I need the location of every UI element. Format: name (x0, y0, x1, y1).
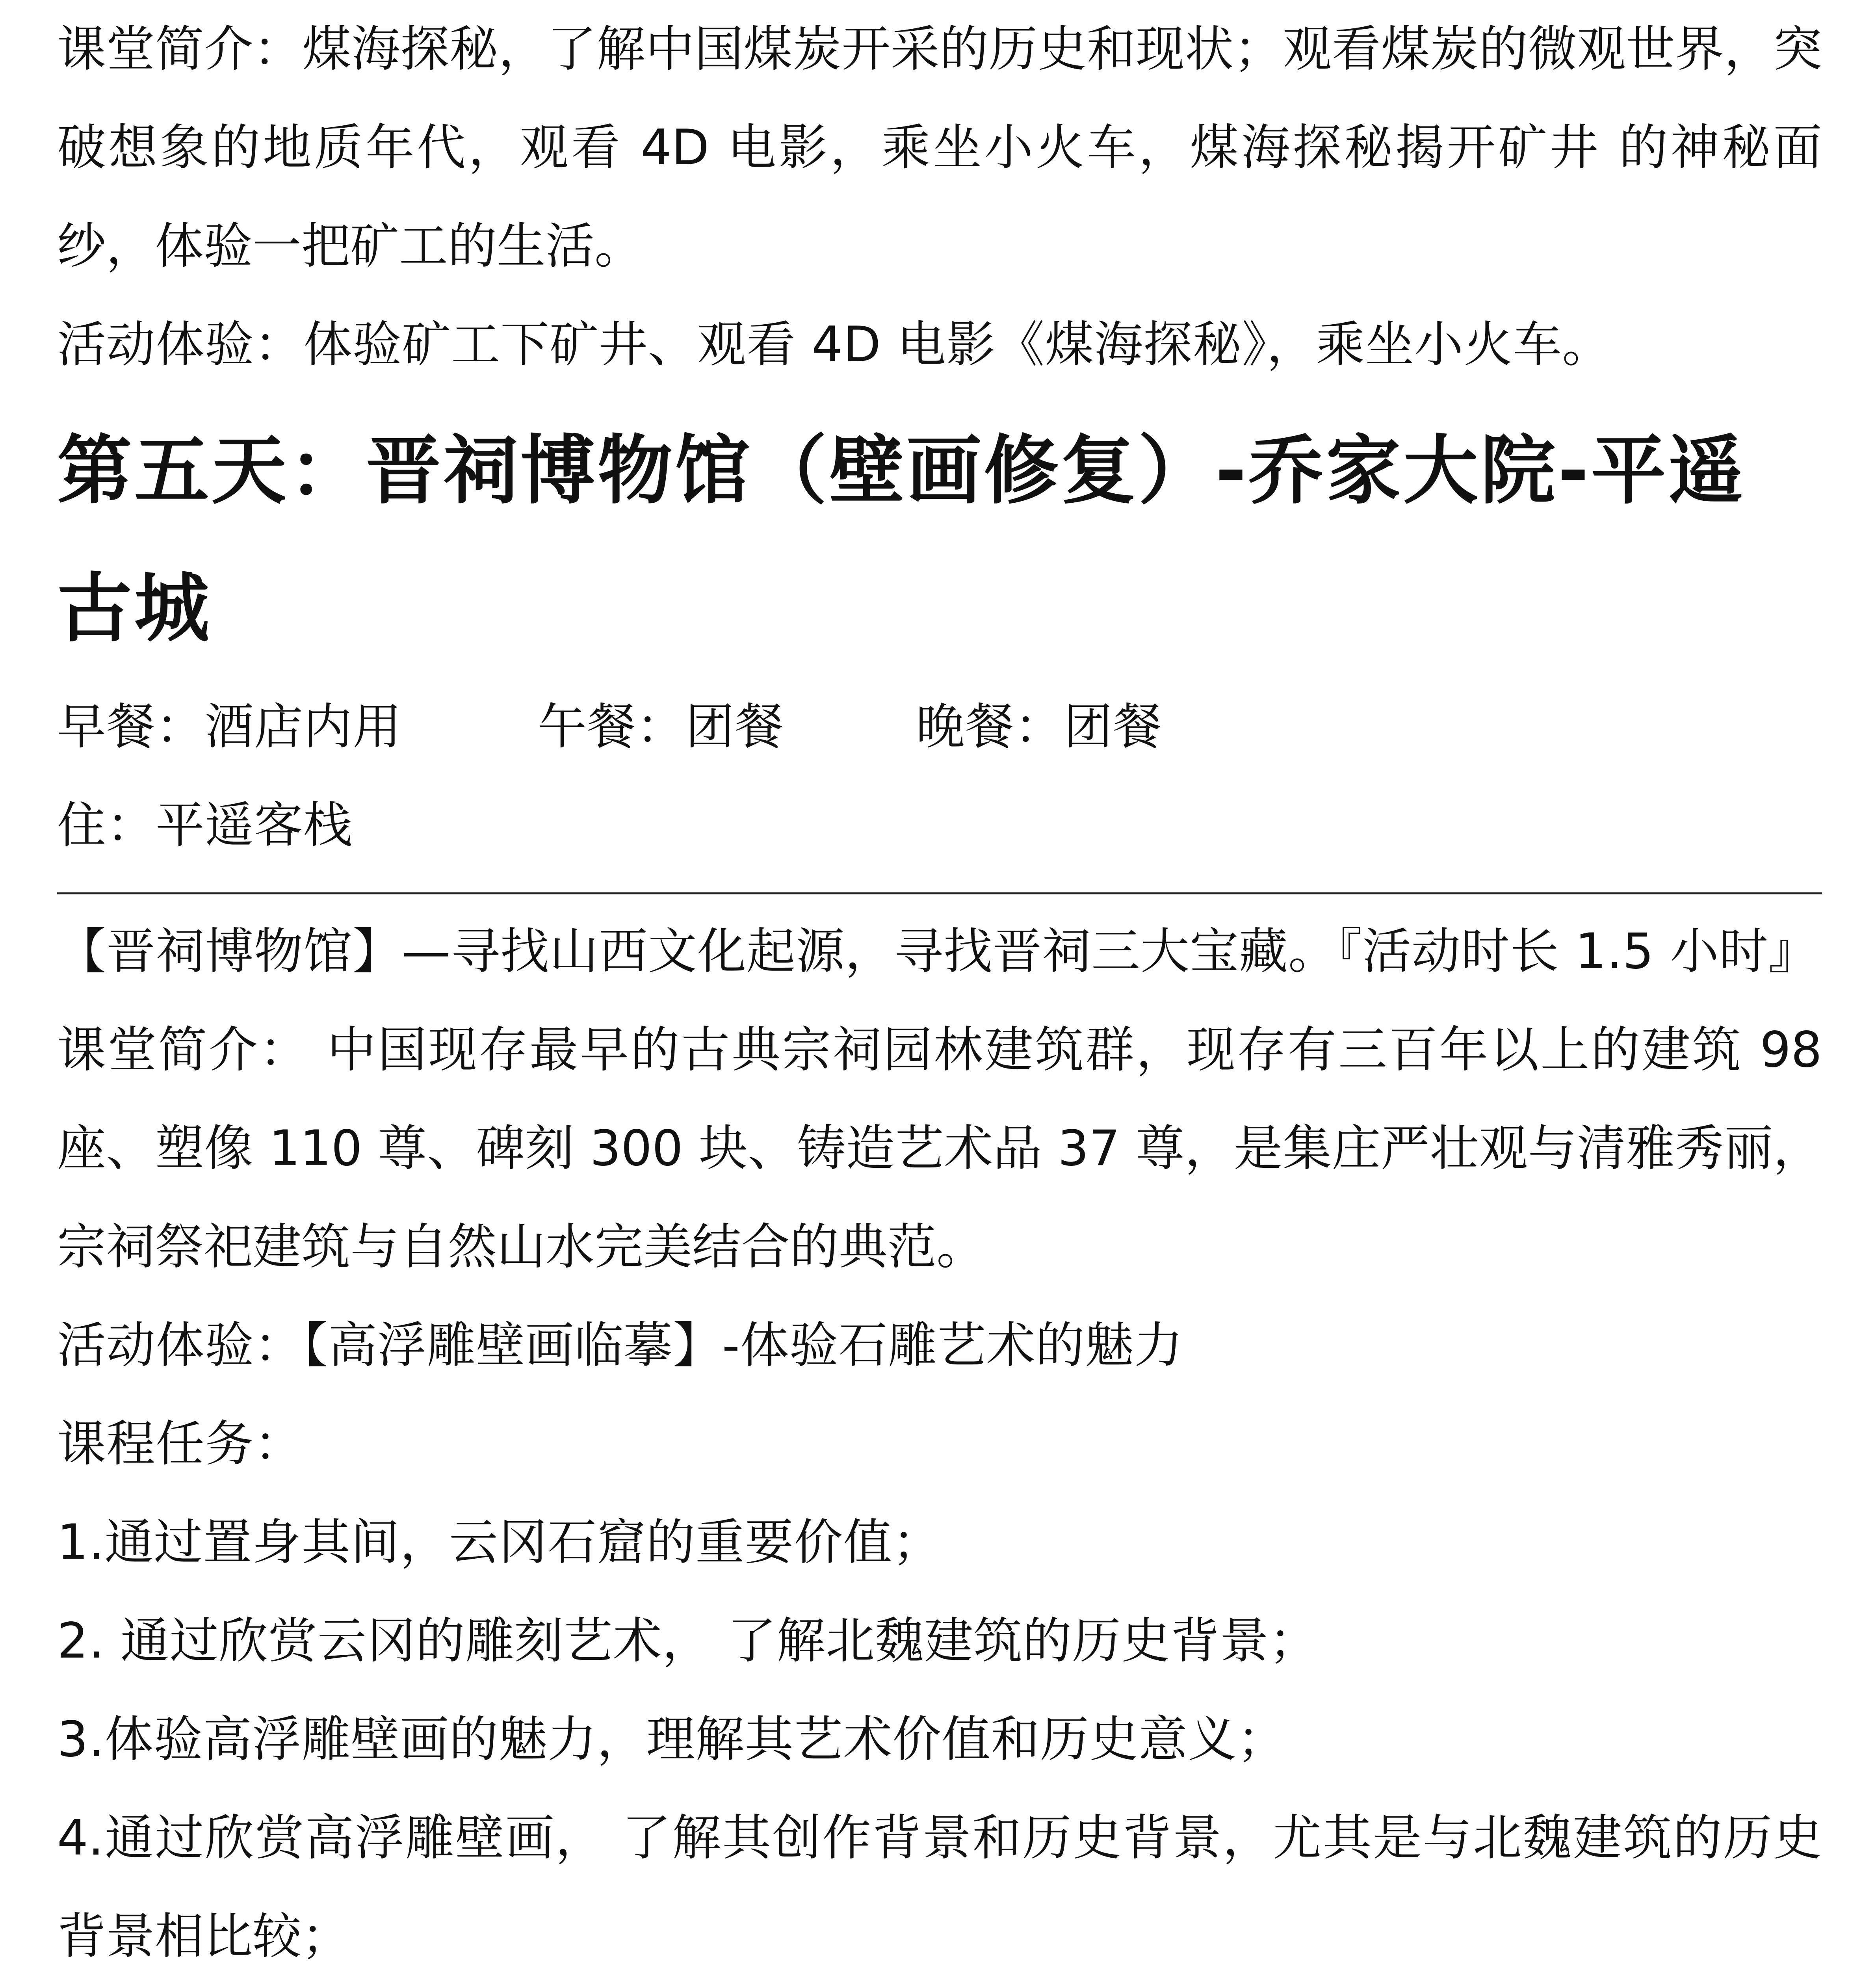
jinci-task-item: 3.体验高浮雕壁画的魅力，理解其艺术价值和历史意义； (57, 1711, 1287, 1768)
lodging-text: 住：平遥客栈 (57, 797, 353, 854)
meals-row (57, 678, 1822, 776)
intro-activity: 活动体验：体验矿工下矿井、观看 4D 电影《煤海探秘》，乘坐小火车。 (57, 316, 1612, 373)
jinci-title: 【晋祠博物馆】—寻找山西文化起源，寻找晋祠三大宝藏。『活动时长 1.5 小时』 (57, 923, 1818, 980)
day5-title: 第五天：晋祠博物馆（壁画修复）-乔家大院-平遥古城 (57, 427, 1746, 652)
jinci-task-item: 4.通过欣赏高浮雕壁画， 了解其创作背景和历史背景，尤其是与北魏建筑的历史背景相比较； (57, 1810, 1822, 1965)
jinci-activity: 活动体验：【高浮雕壁画临摹】-体验石雕艺术的魅力 (57, 1317, 1183, 1374)
jinci-intro: 课堂简介： 中国现存最早的古典宗祠园林建筑群，现存有三百年以上的建筑 98 座、塑像 110 尊、碑刻 300 块、铸造艺术品 37 尊，是集庄严壮观与清雅秀丽，宗祠祭祀建筑与自然山水完美结合的典范。 (57, 1022, 1822, 1275)
intro-paragraph: 课堂简介：煤海探秘，了解中国煤炭开采的历史和现状；观看煤炭的微观世界，突破想象的地质年代，观看 4D 电影，乘坐小火车，煤海探秘揭开矿井 的神秘面纱，体验一把矿工的生活。 (57, 21, 1822, 275)
jinci-task-item: 1.通过置身其间，云冈石窟的重要价值； (57, 1514, 942, 1571)
document-page (57, 0, 1822, 1970)
lunch-text: 午餐：团餐 (538, 699, 784, 755)
jinci-task-item: 2. 通过欣赏云冈的雕刻艺术， 了解北魏建筑的历史背景； (57, 1613, 1319, 1669)
dinner-text: 晚餐：团餐 (916, 699, 1163, 755)
breakfast-text: 早餐：酒店内用 (57, 699, 402, 755)
section-divider (57, 892, 1822, 894)
jinci-tasks-label: 课程任务： (57, 1416, 304, 1472)
